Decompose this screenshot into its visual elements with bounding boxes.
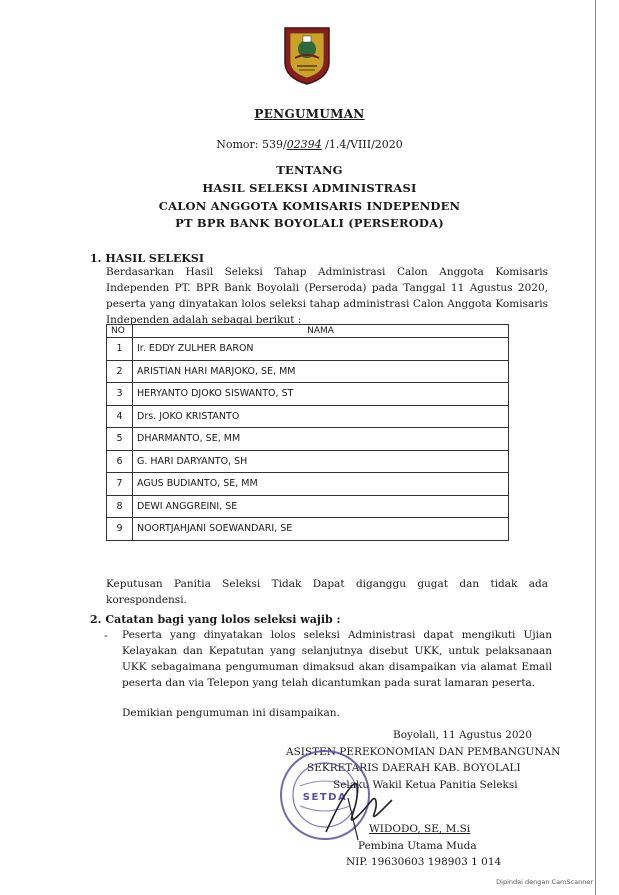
document-number-prefix: Nomor: 539/ [216, 138, 287, 151]
scanner-note: Dipindai dengan CamScanner [496, 878, 593, 886]
heading-line: CALON ANGGOTA KOMISARIS INDEPENDEN [158, 199, 461, 213]
row-name: NOORTJAHJANI SOEWANDARI, SE [133, 518, 509, 541]
row-name: DHARMANTO, SE, MM [133, 428, 509, 451]
table-row [107, 495, 509, 518]
signatory-rank: Pembina Utama Muda [358, 840, 477, 852]
table-row [107, 450, 509, 473]
results-table [106, 324, 509, 541]
row-name: AGUS BUDIANTO, SE, MM [133, 473, 509, 496]
table-row [107, 428, 509, 451]
handwritten-signature-icon [318, 770, 403, 850]
row-no: 4 [107, 405, 133, 428]
section1-paragraph: Berdasarkan Hasil Seleksi Tahap Administrasi Calon Anggota Komisaris Independen PT. BPR Bank Boyolali (Perseroda) pada Tanggal 11 Agustus 2020, peserta yang dinyatakan lolos seleksi tahap administrasi Calon Anggota Komisaris Independen adalah sebagai berikut : [106, 266, 548, 326]
table-header-row [107, 325, 509, 338]
signatory-name: WIDODO, SE, M.Si [369, 823, 471, 835]
table-row [107, 338, 509, 361]
document-number-handwritten: 02394 [286, 138, 322, 151]
row-name: G. HARI DARYANTO, SH [133, 450, 509, 473]
table-row [107, 473, 509, 496]
document-number-suffix: /1.4/VIII/2020 [321, 138, 403, 151]
row-no: 2 [107, 360, 133, 383]
table-row [107, 405, 509, 428]
bullet-dash: - [104, 629, 108, 642]
row-name: Drs. JOKO KRISTANTO [133, 405, 509, 428]
row-no: 7 [107, 473, 133, 496]
row-no: 5 [107, 428, 133, 451]
signatory-nip: NIP. 19630603 198903 1 014 [346, 856, 502, 868]
row-no: 3 [107, 383, 133, 406]
row-no: 8 [107, 495, 133, 518]
table-row [107, 518, 509, 541]
row-no: 1 [107, 338, 133, 361]
signature-place-date: Boyolali, 11 Agustus 2020 [393, 729, 532, 741]
row-name: ARISTIAN HARI MARJOKO, SE, MM [133, 360, 509, 383]
header-nama: NAMA [133, 325, 509, 338]
boyolali-regency-logo-icon [281, 24, 333, 86]
row-name: DEWI ANGGREINI, SE [133, 495, 509, 518]
table-row [107, 360, 509, 383]
section2-title: 2. Catatan bagi yang lolos seleksi wajib : [90, 613, 341, 626]
table-row [107, 383, 509, 406]
row-no: 6 [107, 450, 133, 473]
row-no: 9 [107, 518, 133, 541]
header-no: NO [107, 325, 133, 338]
heading-line: HASIL SELEKSI ADMINISTRASI [202, 181, 417, 195]
row-name: HERYANTO DJOKO SISWANTO, ST [133, 383, 509, 406]
signature-position-line3: Selaku Wakil Ketua Panitia Seleksi [333, 779, 518, 791]
stamp-label: SETDA [302, 792, 348, 803]
signature-position-line2: SEKRETARIS DAERAH KAB. BOYOLALI [307, 762, 521, 774]
announcement-title: PENGUMUMAN [254, 107, 365, 121]
heading-line: PT BPR BANK BOYOLALI (PERSERODA) [175, 216, 444, 230]
closing-text: Demikian pengumuman ini disampaikan. [122, 707, 340, 719]
heading-line: TENTANG [276, 163, 343, 177]
signature-position-line1: ASISTEN PEREKONOMIAN DAN PEMBANGUNAN [286, 746, 561, 758]
scan-edge-line [595, 0, 596, 895]
decision-text: Keputusan Panitia Seleksi Tidak Dapat diganggu gugat dan tidak ada korespondensi. [106, 578, 548, 606]
section1-title: 1. HASIL SELEKSI [90, 252, 204, 265]
row-name: Ir. EDDY ZULHER BARON [133, 338, 509, 361]
section2-paragraph: Peserta yang dinyatakan lolos seleksi Administrasi dapat mengikuti Ujian Kelayakan dan Kepatutan yang selanjutnya disebut UKK, untuk pelaksanaan UKK sebagaimana pengumuman dimaksud akan disampaikan via alamat Email peserta dan via Telepon yang telah dicantumkan pada surat lamaran peserta. [122, 629, 552, 689]
document-number [0, 138, 619, 151]
